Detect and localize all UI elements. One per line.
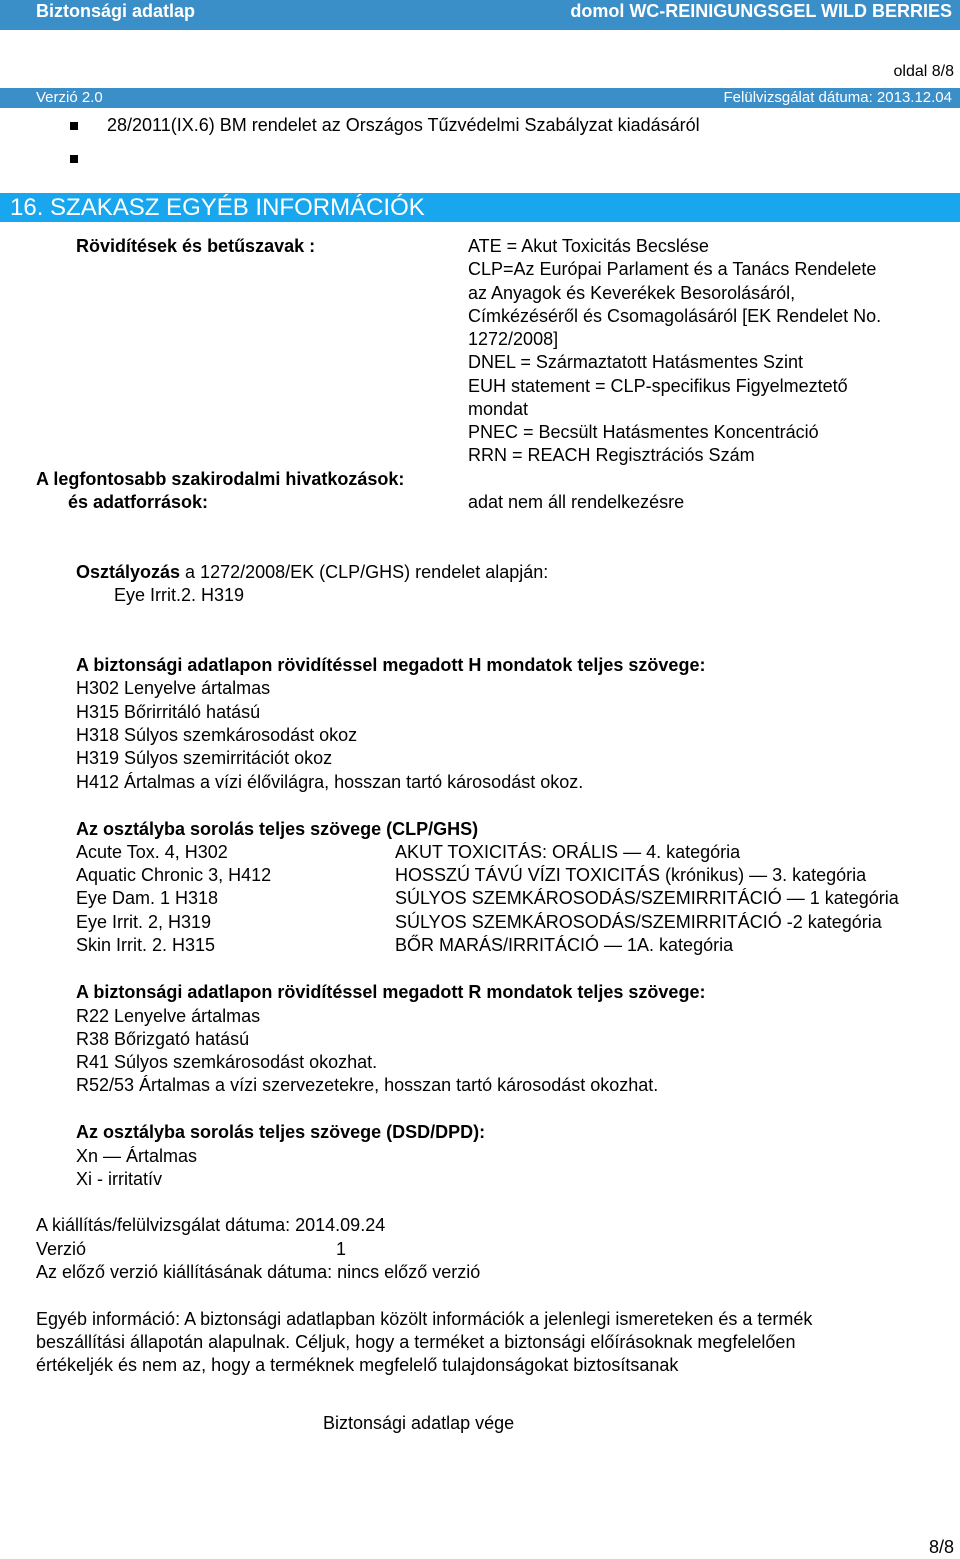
other-info-line: értékeljék és nem az, hogy a terméknek megfelelő tulajdonságokat biztosítsanak: [36, 1355, 679, 1375]
classification-title-rest: a 1272/2008/EK (CLP/GHS) rendelet alapján:: [180, 562, 549, 582]
version-label: Verzió 2.0: [36, 89, 103, 106]
section-heading: [0, 193, 960, 222]
abbrev-line: mondat: [468, 399, 529, 419]
clp-text: SÚLYOS SZEMKÁROSODÁS/SZEMIRRITÁCIÓ — 1 kategória: [395, 888, 899, 908]
abbrev-label: Rövidítések és betűszavak :: [76, 236, 316, 256]
classification-title-bold: Osztályozás: [76, 562, 181, 582]
abbrev-line: RRN = REACH Regisztrációs Szám: [468, 445, 755, 465]
bullet-icon: [70, 122, 78, 130]
r-statement: R22 Lenyelve ártalmas: [76, 1006, 261, 1026]
dsd-line: Xi - irritatív: [76, 1169, 163, 1189]
references-value: adat nem áll rendelkezésre: [468, 492, 685, 512]
page-number-bottom: 8/8: [928, 1537, 954, 1557]
document-end: Biztonsági adatlap vége: [323, 1413, 515, 1433]
abbrev-line: PNEC = Becsült Hatásmentes Koncentráció: [468, 422, 819, 442]
abbrev-line: 1272/2008]: [468, 329, 559, 349]
clp-text: BŐR MARÁS/IRRITÁCIÓ — 1A. kategória: [395, 935, 734, 955]
list-item-text: 28/2011(IX.6) BM rendelet az Országos Tűzvédelmi Szabályzat kiadásáról: [107, 115, 700, 135]
clp-text: AKUT TOXICITÁS: ORÁLIS — 4. kategória: [395, 842, 741, 862]
classification-value: Eye Irrit.2. H319: [114, 585, 245, 605]
issue-version-value: 1: [336, 1239, 347, 1259]
revision-date: Felülvizsgálat dátuma: 2013.12.04: [723, 89, 952, 106]
doc-title: Biztonsági adatlap: [36, 1, 196, 21]
product-name: domol WC-REINIGUNGSGEL WILD BERRIES: [570, 1, 952, 21]
other-info-line: Egyéb információ: A biztonsági adatlapban közölt információk a jelenlegi ismereteken és a termék: [36, 1309, 813, 1329]
r-statements-title: A biztonsági adatlapon rövidítéssel megadott R mondatok teljes szövege:: [76, 982, 706, 1002]
other-info-line: beszállítási állapotán alapulnak. Céljuk, hogy a terméket a biztonsági előírásoknak megfelelően: [36, 1332, 796, 1352]
bullet-icon: [70, 155, 78, 163]
clp-code: Aquatic Chronic 3, H412: [76, 865, 272, 885]
abbrev-line: ATE = Akut Toxicitás Becslése: [468, 236, 709, 256]
clp-text: HOSSZÚ TÁVÚ VÍZI TOXICITÁS (krónikus) — 3. kategória: [395, 865, 867, 885]
clp-code: Eye Dam. 1 H318: [76, 888, 219, 908]
page-number-top: oldal 8/8: [893, 63, 954, 80]
dsd-line: Xn — Ártalmas: [76, 1146, 198, 1166]
section-title: 16. SZAKASZ EGYÉB INFORMÁCIÓK: [10, 194, 425, 221]
h-statements-title: A biztonsági adatlapon rövidítéssel megadott H mondatok teljes szövege:: [76, 655, 706, 675]
clp-code: Skin Irrit. 2. H315: [76, 935, 216, 955]
h-statement: H318 Súlyos szemkárosodást okoz: [76, 725, 358, 745]
dsd-title: Az osztályba sorolás teljes szövege (DSD/DPD):: [76, 1122, 486, 1142]
r-statement: R41 Súlyos szemkárosodást okozhat.: [76, 1052, 378, 1072]
clp-title: Az osztályba sorolás teljes szövege (CLP/GHS): [76, 819, 479, 839]
clp-code: Eye Irrit. 2, H319: [76, 912, 212, 932]
abbrev-line: DNEL = Származtatott Hatásmentes Szint: [468, 352, 803, 372]
r-statement: R52/53 Ártalmas a vízi szervezetekre, hosszan tartó károsodást okozhat.: [76, 1075, 659, 1095]
h-statement: H319 Súlyos szemirritációt okoz: [76, 748, 333, 768]
h-statement: H302 Lenyelve ártalmas: [76, 678, 271, 698]
references-label: A legfontosabb szakirodalmi hivatkozások:: [36, 469, 405, 489]
version-bar: [0, 88, 960, 108]
abbrev-line: Címkézéséről és Csomagolásáról [EK Rendelet No.: [468, 306, 882, 326]
r-statement: R38 Bőrizgató hatású: [76, 1029, 250, 1049]
h-statement: H315 Bőrirritáló hatású: [76, 702, 261, 722]
classification-title: [76, 561, 548, 584]
clp-text: SÚLYOS SZEMKÁROSODÁS/SZEMIRRITÁCIÓ -2 kategória: [395, 912, 882, 932]
issue-version-label: Verzió: [36, 1239, 87, 1259]
issue-date: A kiállítás/felülvizsgálat dátuma: 2014.09.24: [36, 1215, 386, 1235]
abbrev-line: az Anyagok és Keverékek Besorolásáról,: [468, 283, 796, 303]
abbrev-line: EUH statement = CLP-specifikus Figyelmeztető: [468, 376, 848, 396]
references-label-2: és adatforrások:: [68, 492, 209, 512]
document-header: [0, 0, 960, 30]
clp-code: Acute Tox. 4, H302: [76, 842, 228, 862]
previous-version: Az előző verzió kiállításának dátuma: nincs előző verzió: [36, 1262, 481, 1282]
h-statement: H412 Ártalmas a vízi élővilágra, hosszan tartó károsodást okoz.: [76, 772, 584, 792]
abbrev-line: CLP=Az Európai Parlament és a Tanács Rendelete: [468, 259, 877, 279]
